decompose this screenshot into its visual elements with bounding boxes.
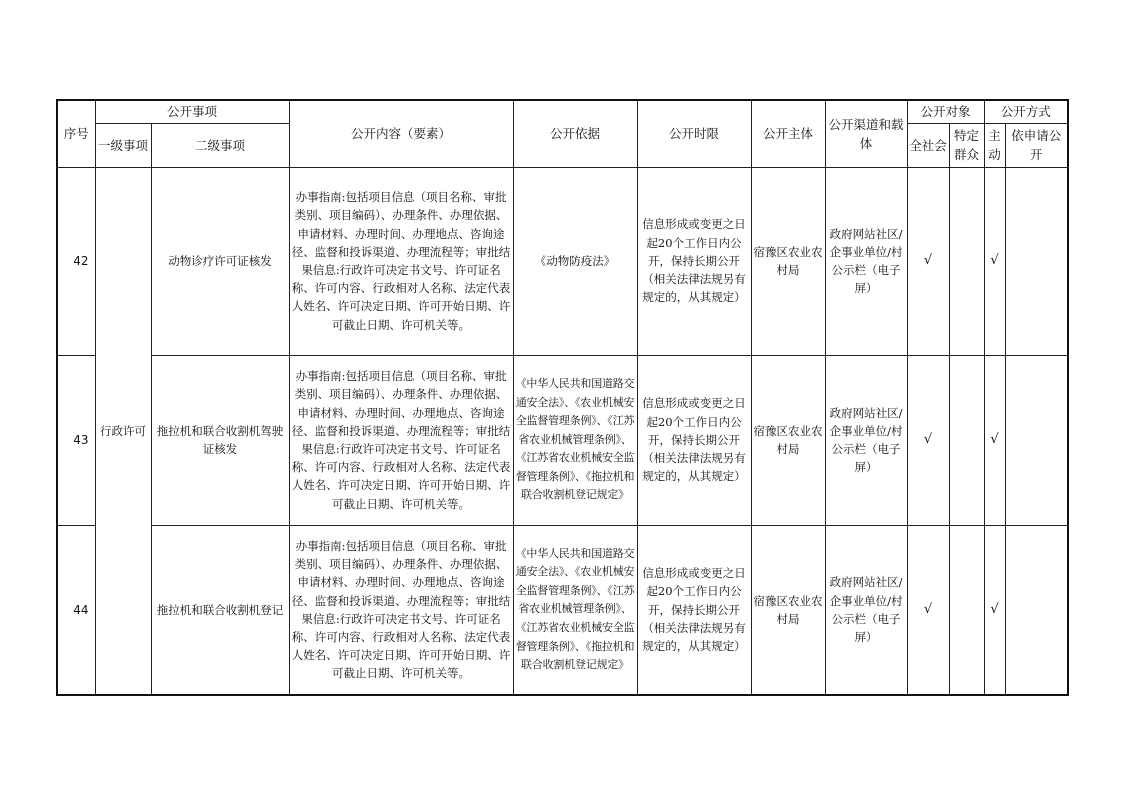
header-method-on-request: 依申请公开 (1005, 123, 1068, 167)
row-audience-specific (949, 355, 984, 525)
header-level2: 二级事项 (151, 123, 289, 167)
row-basis: 《中华人民共和国道路交通安全法》、《农业机械安全监督管理条例》、《江苏省农业机械管理条例》、《江苏省农业机械安全监督管理条例》、《拖拉机和联合收割机登记规定》 (513, 525, 637, 695)
header-channel: 公开渠道和载体 (825, 100, 907, 167)
row-method-active: √ (984, 355, 1005, 525)
header-subject: 公开主体 (751, 100, 825, 167)
header-basis: 公开依据 (513, 100, 637, 167)
header-content: 公开内容（要素） (289, 100, 513, 167)
row-seq: 43 (57, 355, 95, 525)
row-method-on-request (1005, 525, 1068, 695)
header-time-limit: 公开时限 (637, 100, 751, 167)
table-body (57, 167, 1068, 695)
row-time-limit: 信息形成或变更之日起20个工作日内公开，保持长期公开（相关法律法规另有规定的，从其规定） (637, 525, 751, 695)
row-content: 办事指南:包括项目信息（项目名称、审批类别、项目编码）、办理条件、办理依据、申请材料、办理时间、办理地点、咨询途径、监督和投诉渠道、办理流程等；审批结果信息:行政许可决定书文号、许可证名称、许可内容、行政相对人名称、法定代表人姓名、许可决定日期、许可开始日期、许可截止日期、许可机关等。 (289, 355, 513, 525)
row-seq: 42 (57, 167, 95, 355)
row-basis: 《动物防疫法》 (513, 167, 637, 355)
row-subject: 宿豫区农业农村局 (751, 355, 825, 525)
row-audience-specific (949, 167, 984, 355)
row-item: 动物诊疗许可证核发 (151, 167, 289, 355)
table-row (57, 167, 1068, 355)
header-disclosure-items: 公开事项 (95, 100, 289, 123)
row-content: 办事指南:包括项目信息（项目名称、审批类别、项目编码）、办理条件、办理依据、申请材料、办理时间、办理地点、咨询途径、监督和投诉渠道、办理流程等；审批结果信息:行政许可决定书文号、许可证名称、许可内容、行政相对人名称、法定代表人姓名、许可决定日期、许可开始日期、许可截止日期、许可机关等。 (289, 167, 513, 355)
row-subject: 宿豫区农业农村局 (751, 167, 825, 355)
row-seq: 44 (57, 525, 95, 695)
row-audience-all: √ (907, 355, 949, 525)
disclosure-table (56, 99, 1069, 696)
header-audience-specific: 特定群众 (949, 123, 984, 167)
row-method-on-request (1005, 167, 1068, 355)
row-item: 拖拉机和联合收割机登记 (151, 525, 289, 695)
row-channel: 政府网站社区/企事业单位/村公示栏（电子屏） (825, 167, 907, 355)
row-content: 办事指南:包括项目信息（项目名称、审批类别、项目编码）、办理条件、办理依据、申请材料、办理时间、办理地点、咨询途径、监督和投诉渠道、办理流程等；审批结果信息:行政许可决定书文号、许可证名称、许可内容、行政相对人名称、法定代表人姓名、许可决定日期、许可开始日期、许可截止日期、许可机关等。 (289, 525, 513, 695)
row-basis: 《中华人民共和国道路交通安全法》、《农业机械安全监督管理条例》、《江苏省农业机械管理条例》、《江苏省农业机械安全监督管理条例》、《拖拉机和联合收割机登记规定》 (513, 355, 637, 525)
row-audience-specific (949, 525, 984, 695)
header-method-active: 主动 (984, 123, 1005, 167)
row-time-limit: 信息形成或变更之日起20个工作日内公开，保持长期公开（相关法律法规另有规定的，从其规定） (637, 355, 751, 525)
header-seq: 序号 (57, 100, 95, 167)
header-level1: 一级事项 (95, 123, 151, 167)
table-header (57, 100, 1068, 167)
table-row (57, 525, 1068, 695)
row-subject: 宿豫区农业农村局 (751, 525, 825, 695)
row-audience-all: √ (907, 167, 949, 355)
row-audience-all: √ (907, 525, 949, 695)
header-audience-all: 全社会 (907, 123, 949, 167)
header-audience: 公开对象 (907, 100, 984, 123)
row-time-limit: 信息形成或变更之日起20个工作日内公开，保持长期公开（相关法律法规另有规定的，从其规定） (637, 167, 751, 355)
row-method-on-request (1005, 355, 1068, 525)
row-channel: 政府网站社区/企事业单位/村公示栏（电子屏） (825, 525, 907, 695)
row-item: 拖拉机和联合收割机驾驶证核发 (151, 355, 289, 525)
header-method: 公开方式 (984, 100, 1068, 123)
row-channel: 政府网站社区/企事业单位/村公示栏（电子屏） (825, 355, 907, 525)
level1-category: 行政许可 (95, 167, 151, 695)
row-method-active: √ (984, 525, 1005, 695)
table-row (57, 355, 1068, 525)
row-method-active: √ (984, 167, 1005, 355)
